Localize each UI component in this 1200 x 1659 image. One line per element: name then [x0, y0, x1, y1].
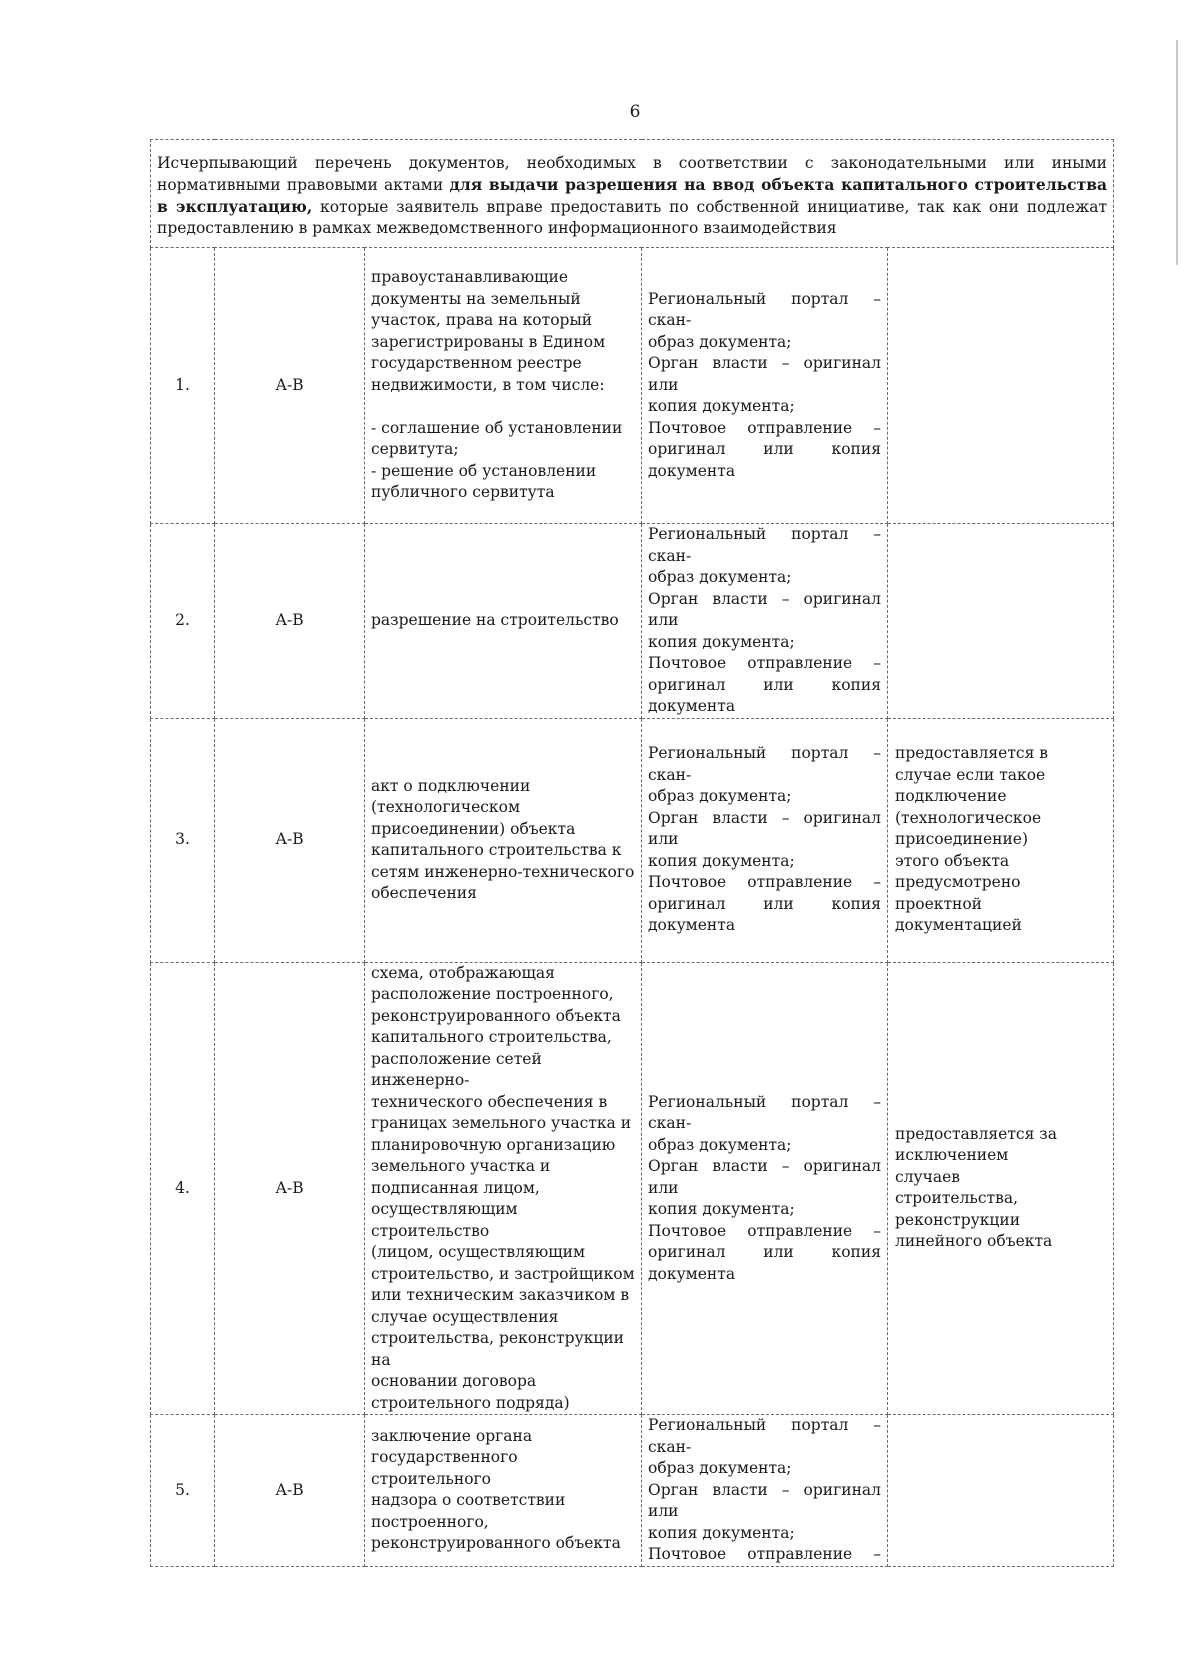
doc-line: земельного участка и: [371, 1157, 551, 1175]
method-line: образ документа;: [648, 332, 792, 351]
note: [888, 248, 1114, 524]
row-code: А-В: [215, 962, 365, 1415]
doc-line: государственном реестре: [371, 354, 582, 373]
method-line: Региональный портал – скан-: [648, 289, 881, 330]
doc-line: расположение построенного,: [371, 985, 614, 1003]
document-name: [365, 962, 642, 1415]
method-line: Почтовое отправление –: [648, 873, 881, 892]
row-number: 4.: [151, 962, 215, 1415]
document-name: [365, 248, 642, 524]
method-line: документа: [648, 916, 736, 935]
method-line: оригинал или копия: [648, 894, 881, 913]
method-line: оригинал или копия: [648, 675, 881, 694]
documents-table: [150, 139, 1114, 1567]
doc-line: присоединении) объекта: [371, 819, 576, 838]
note-line: исключением: [895, 1146, 1009, 1165]
note-line: подключение: [895, 787, 1007, 806]
table-row: [151, 718, 1114, 962]
method-line: образ документа;: [648, 787, 792, 806]
header-intro: Исчерпывающий перечень документов, необходимых в соответствии с законодательными или иными нормативными правовыми актами: [157, 154, 1108, 194]
row-number: 1.: [151, 248, 215, 524]
method-line: Региональный портал – скан-: [648, 744, 881, 784]
method-line: образ документа;: [648, 568, 792, 586]
doc-line: капитального строительства к: [371, 841, 622, 859]
method-line: копия документа;: [648, 851, 795, 870]
doc-line: строительства, реконструкции на: [371, 1329, 625, 1369]
row-code: А-В: [215, 248, 365, 524]
submission-method: [642, 1415, 888, 1567]
scan-edge-line: [1176, 40, 1178, 265]
method-line: копия документа;: [648, 632, 795, 651]
method-line: копия документа;: [648, 397, 795, 416]
note-line: предусмотрено: [895, 873, 1021, 892]
doc-line: осуществляющим строительство: [371, 1200, 518, 1240]
doc-line: сетям инженерно-технического: [371, 862, 635, 881]
submission-method: [642, 962, 888, 1415]
row-number: 5.: [151, 1415, 215, 1567]
header-bold: для выдачи разрешения на ввод объекта капитального строительства в эксплуатацию,: [157, 175, 1108, 216]
doc-line: основании договора: [371, 1372, 537, 1390]
note-line: присоединение): [895, 830, 1029, 849]
doc-line: реконструированного объекта: [371, 1534, 621, 1553]
submission-method: [642, 524, 888, 719]
doc-line: или техническим заказчиком в: [371, 1286, 630, 1304]
doc-line: - решение об установлении: [371, 461, 597, 480]
doc-line: капитального строительства,: [371, 1028, 612, 1046]
method-line: Региональный портал – скан-: [648, 1092, 881, 1132]
note-line: строительства,: [895, 1189, 1019, 1208]
doc-line: акт о подключении: [371, 776, 531, 795]
method-line: Почтовое отправление –: [648, 418, 881, 437]
doc-line: строительного подряда): [371, 1393, 570, 1412]
doc-line: зарегистрированы в Едином: [371, 332, 606, 351]
method-line: образ документа;: [648, 1135, 792, 1154]
table-row: [151, 524, 1114, 719]
doc-line: государственного строительного: [371, 1448, 518, 1488]
row-code: А-В: [215, 524, 365, 719]
doc-line: обеспечения: [371, 884, 477, 902]
submission-method: [642, 718, 888, 962]
method-line: Почтовое отправление –: [648, 1545, 881, 1563]
method-line: документа: [648, 461, 736, 480]
doc-line: недвижимости, в том числе:: [371, 375, 605, 394]
doc-line: подписанная лицом,: [371, 1178, 540, 1197]
method-line: Региональный портал – скан-: [648, 1416, 881, 1456]
note: [888, 962, 1114, 1415]
row-code: А-В: [215, 1415, 365, 1567]
table-header: [151, 140, 1114, 248]
method-line: Региональный портал – скан-: [648, 525, 881, 565]
submission-method: [642, 248, 888, 524]
note-line: предоставляется за: [895, 1124, 1057, 1143]
method-line: Орган власти – оригинал или: [648, 589, 881, 629]
doc-line: сервитута;: [371, 440, 459, 459]
doc-line-blank: [371, 396, 635, 418]
note: [888, 1415, 1114, 1567]
method-line: Почтовое отправление –: [648, 654, 881, 672]
table-row: [151, 248, 1114, 524]
document-name: [365, 718, 642, 962]
method-line: Орган власти – оригинал или: [648, 808, 881, 849]
method-line: документа: [648, 1264, 736, 1283]
method-line: Орган власти – оригинал или: [648, 1480, 881, 1520]
document-name: [365, 1415, 642, 1567]
doc-line: публичного сервитута: [371, 483, 555, 502]
document-name: [365, 524, 642, 719]
row-number: 2.: [151, 524, 215, 719]
doc-line: разрешение на строительство: [371, 611, 619, 629]
doc-line: планировочную организацию: [371, 1135, 616, 1154]
note-line: проектной: [895, 894, 983, 913]
method-line: образ документа;: [648, 1459, 792, 1477]
table-row: [151, 962, 1114, 1415]
row-number: 3.: [151, 718, 215, 962]
header-outro: которые заявитель вправе предоставить по собственной инициативе, так как они подлежат предоставлению в рамках межведомственного информационного взаимодействия: [157, 198, 1108, 237]
row-code: А-В: [215, 718, 365, 962]
doc-line: реконструированного объекта: [371, 1006, 621, 1025]
note-line: предоставляется в: [895, 744, 1049, 763]
note-line: линейного объекта: [895, 1232, 1053, 1251]
note-line: документацией: [895, 916, 1022, 935]
method-line: Орган власти – оригинал или: [648, 1157, 881, 1197]
method-line: документа: [648, 697, 736, 715]
method-line: Орган власти – оригинал или: [648, 354, 881, 394]
method-line: оригинал или копия: [648, 440, 881, 459]
note-line: реконструкции: [895, 1210, 1021, 1229]
method-line: оригинал или копия: [648, 1243, 881, 1261]
doc-line: заключение органа: [371, 1426, 533, 1445]
note-line: случае если такое: [895, 765, 1046, 784]
doc-line: - соглашение об установлении: [371, 418, 623, 437]
page-number: 6: [629, 102, 641, 122]
doc-line: надзора о соответствии: [371, 1491, 566, 1510]
table-row: [151, 1415, 1114, 1567]
doc-line: строительство, и застройщиком: [371, 1264, 635, 1283]
doc-line: границах земельного участка и: [371, 1114, 632, 1132]
doc-line: документы на земельный: [371, 289, 581, 308]
method-line: Почтовое отправление –: [648, 1221, 881, 1240]
note-line: этого объекта: [895, 851, 1010, 870]
header-row: [151, 140, 1114, 248]
method-line: копия документа;: [648, 1523, 795, 1542]
doc-line: расположение сетей инженерно-: [371, 1049, 542, 1089]
doc-line: (лицом, осуществляющим: [371, 1243, 586, 1261]
doc-line: случае осуществления: [371, 1307, 559, 1326]
doc-line: (технологическом: [371, 798, 521, 816]
note-line: (технологическое: [895, 808, 1042, 827]
doc-line: схема, отображающая: [371, 963, 555, 982]
doc-line: участок, права на который: [371, 311, 593, 330]
note: [888, 718, 1114, 962]
method-line: копия документа;: [648, 1200, 795, 1218]
doc-line: технического обеспечения в: [371, 1092, 608, 1111]
note-line: случаев: [895, 1167, 961, 1186]
doc-line: правоустанавливающие: [371, 268, 569, 287]
note: [888, 524, 1114, 719]
doc-line: построенного,: [371, 1512, 489, 1531]
